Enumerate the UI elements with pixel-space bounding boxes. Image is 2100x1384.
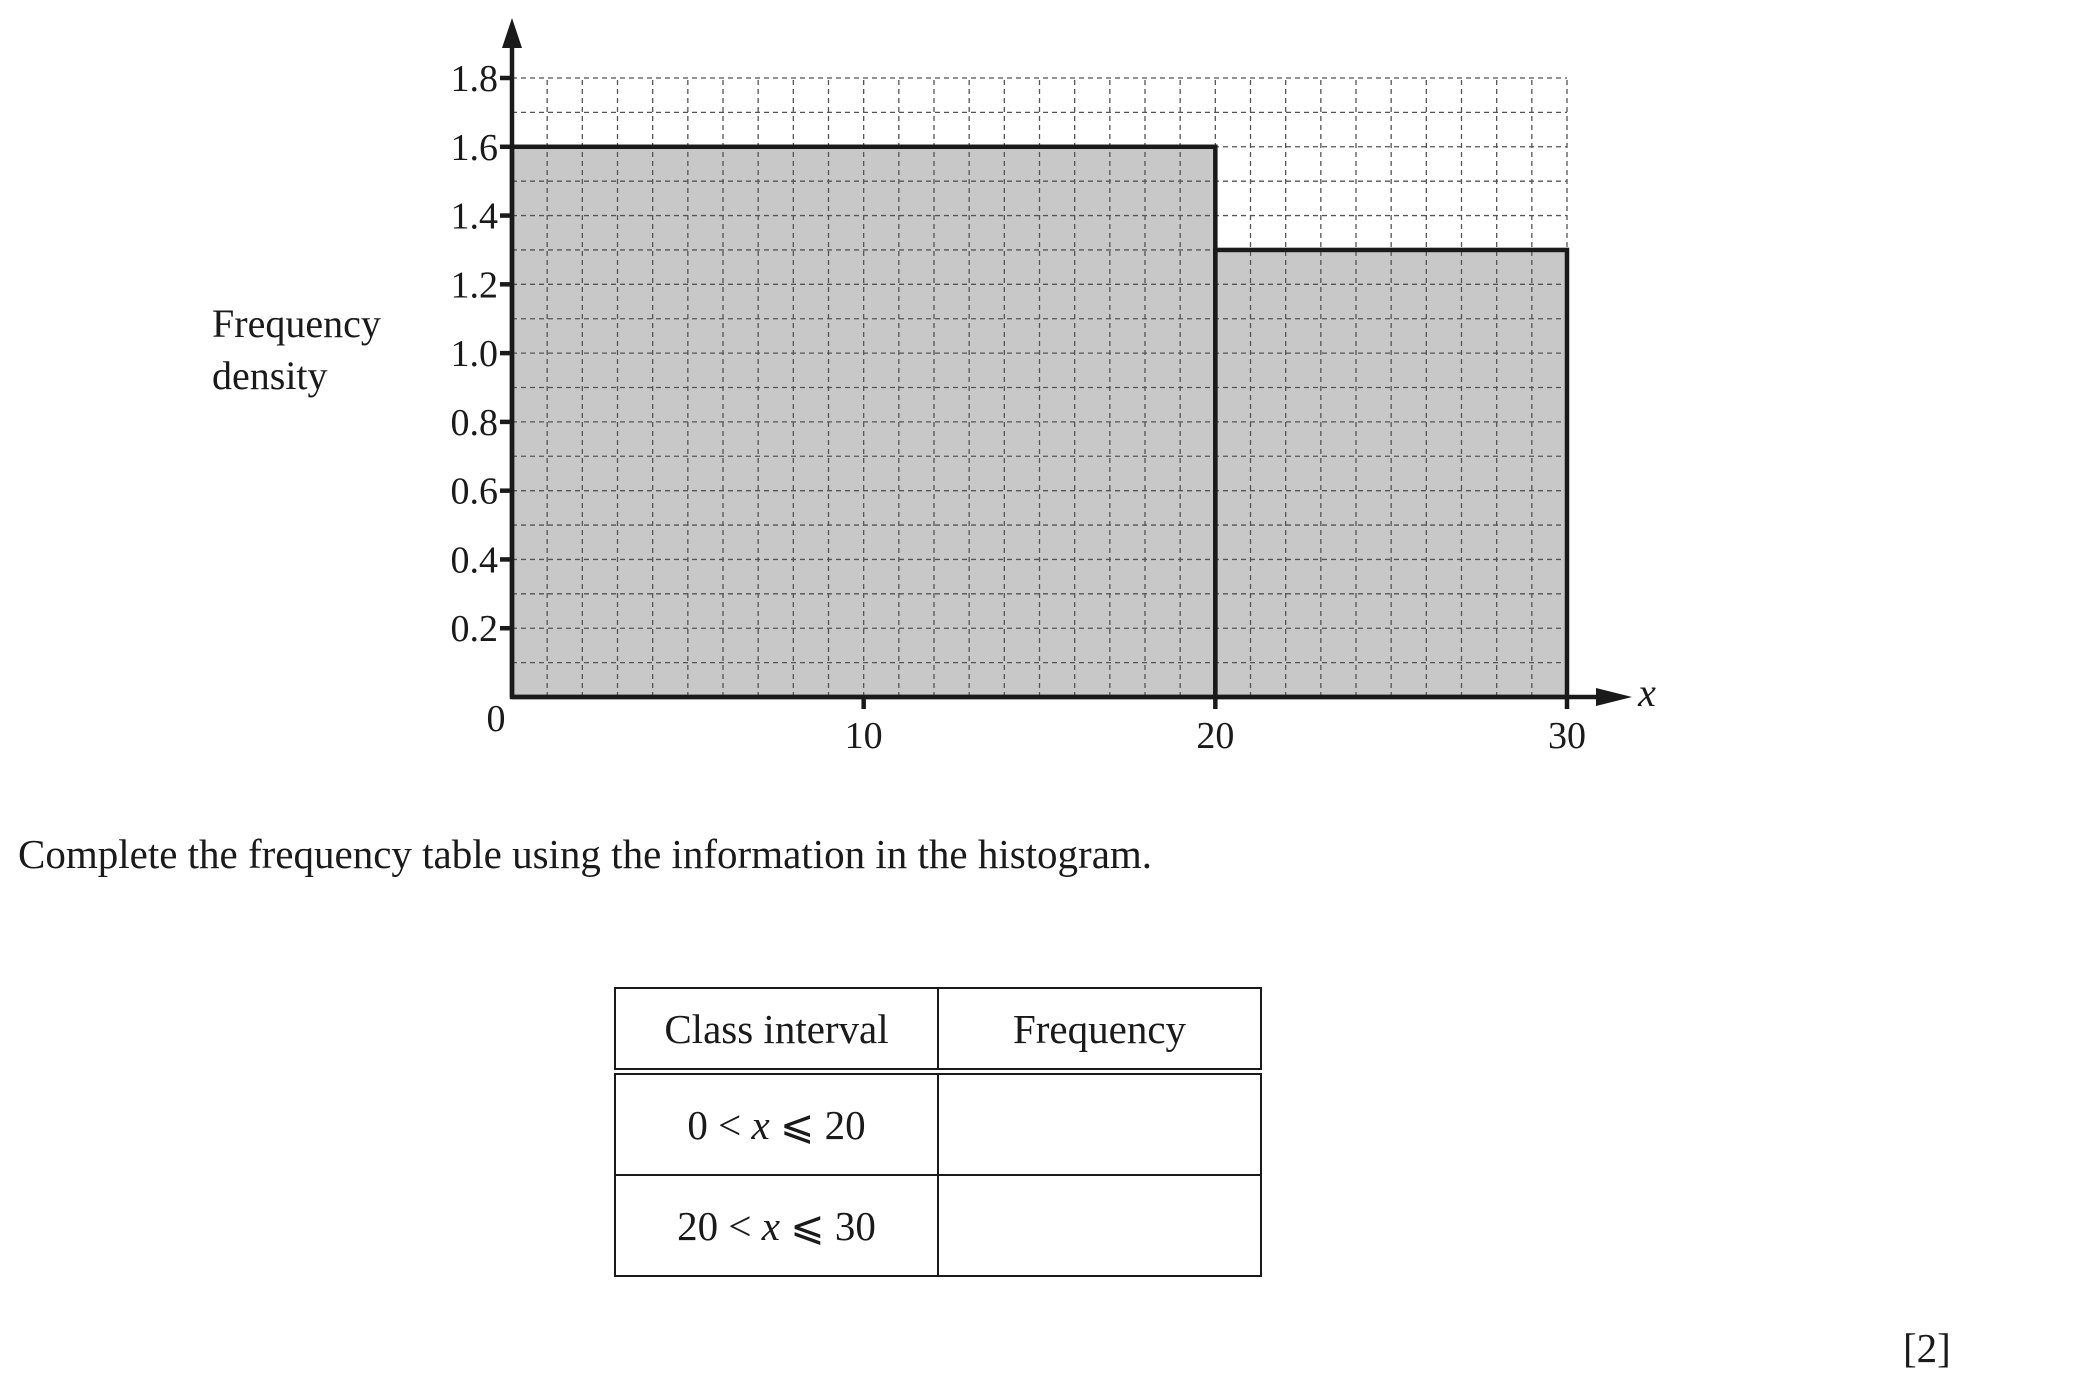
y-tick-label: 1.6: [450, 126, 498, 169]
variable: x: [761, 1202, 780, 1249]
interval-lower: 20: [677, 1202, 719, 1249]
le-symbol: ⩽: [790, 1202, 825, 1249]
origin-label: 0: [486, 698, 506, 740]
y-axis-arrow-icon: [502, 18, 522, 48]
interval-lower: 0: [687, 1101, 708, 1148]
header-frequency: Frequency: [938, 988, 1261, 1072]
le-symbol: ⩽: [779, 1101, 815, 1148]
y-tick-label: 0.4: [450, 539, 498, 582]
lt-symbol: <: [728, 1202, 752, 1249]
lt-symbol: <: [718, 1101, 742, 1148]
marks-label: [2]: [1903, 1325, 1951, 1371]
y-tick-label: 1.8: [450, 58, 498, 100]
class-interval-cell: [615, 1072, 938, 1176]
table-row: [615, 1175, 1261, 1276]
frequency-table: [614, 987, 1262, 1277]
x-axis-label: x: [1638, 670, 1656, 715]
x-tick-label: 10: [844, 715, 883, 757]
frequency-answer-cell[interactable]: [938, 1175, 1261, 1276]
interval-upper: 30: [834, 1202, 876, 1249]
y-tick-label: 1.2: [450, 264, 498, 307]
instruction-text: Complete the frequency table using the information in the histogram.: [18, 831, 1153, 877]
y-tick-label: 0.6: [450, 470, 498, 513]
class-interval-cell: [615, 1175, 938, 1276]
table-header-row: [615, 988, 1261, 1072]
y-tick-label: 1.4: [450, 195, 498, 238]
y-axis-label: [212, 298, 381, 402]
header-class-interval: Class interval: [615, 988, 938, 1072]
interval-upper: 20: [824, 1101, 866, 1148]
x-axis-arrow-icon: [1596, 688, 1632, 706]
table-row: [615, 1072, 1261, 1176]
x-tick-label: 30: [1548, 715, 1586, 757]
y-tick-label: 0.2: [450, 608, 498, 651]
y-tick-label: 1.0: [450, 333, 498, 376]
y-axis-label-line-1: Frequency: [212, 301, 381, 346]
y-axis-label-line-2: density: [212, 353, 328, 398]
frequency-answer-cell[interactable]: [938, 1072, 1261, 1176]
y-tick-label: 0.8: [450, 401, 498, 444]
variable: x: [751, 1101, 770, 1148]
x-tick-label: 20: [1196, 715, 1235, 757]
